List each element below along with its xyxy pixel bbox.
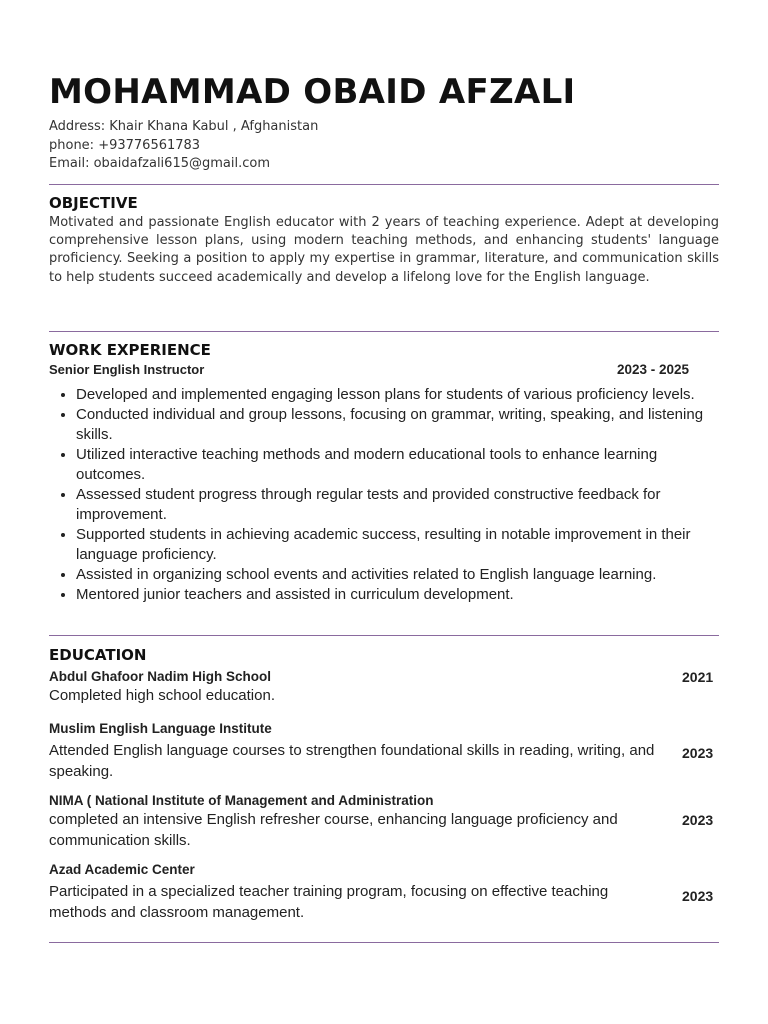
education-year: 2023 [682, 888, 714, 904]
list-item: • Assisted in organizing school events and activities related to English language learning. [76, 565, 716, 585]
education-heading: EDUCATION [49, 646, 147, 664]
objective-heading: OBJECTIVE [49, 194, 138, 212]
list-item: • Developed and implemented engaging lesson plans for students of various proficiency levels. [76, 385, 716, 405]
phone-line: phone: +93776561783 [49, 137, 201, 153]
work-experience-heading: WORK EXPERIENCE [49, 341, 211, 359]
education-year: 2021 [682, 669, 714, 685]
section-divider [49, 942, 719, 943]
education-school: NIMA ( National Institute of Management and Administration [49, 793, 434, 808]
work-bullet-list [49, 385, 716, 605]
education-school: Azad Academic Center [49, 862, 195, 877]
section-divider [49, 184, 719, 185]
job-title: Senior English Instructor [49, 362, 205, 377]
education-school: Abdul Ghafoor Nadim High School [49, 669, 271, 684]
section-divider [49, 635, 719, 636]
education-school: Muslim English Language Institute [49, 721, 272, 736]
objective-text: Motivated and passionate English educator with 2 years of teaching experience. Adept at developing comprehensive lesson plans, using modern teaching methods, and enhancing students' language proficiency. Seeking a position to apply my expertise in grammar, literature, and communication skills to help students succeed academically and develop a lifelong love for the English language. [49, 215, 719, 285]
education-description: completed an intensive English refresher course, enhancing language proficiency and communication skills. [49, 811, 618, 849]
education-description: Completed high school education. [49, 687, 275, 704]
list-item: • Utilized interactive teaching methods and modern educational tools to enhance learning outcomes. [76, 445, 716, 485]
education-year: 2023 [682, 745, 714, 761]
section-divider [49, 331, 719, 332]
list-item: • Mentored junior teachers and assisted in curriculum development. [76, 585, 716, 605]
email-line: Email: obaidafzali615@gmail.com [49, 156, 270, 171]
candidate-name: MOHAMMAD OBAID AFZALI [49, 72, 576, 112]
job-dates: 2023 - 2025 [617, 362, 690, 377]
list-item: • Assessed student progress through regular tests and provided constructive feedback for improvement. [76, 485, 716, 525]
list-item: • Supported students in achieving academic success, resulting in notable improvement in their language proficiency. [76, 525, 716, 565]
contact-block [49, 118, 318, 174]
education-year: 2023 [682, 812, 714, 828]
list-item: • Conducted individual and group lessons, focusing on grammar, writing, speaking, and listening skills. [76, 405, 716, 445]
education-description: Participated in a specialized teacher training program, focusing on effective teaching methods and classroom management. [49, 883, 609, 921]
address-line: Address: Khair Khana Kabul , Afghanistan [49, 119, 319, 134]
education-description: Attended English language courses to strengthen foundational skills in reading, writing, and speaking. [49, 742, 655, 780]
